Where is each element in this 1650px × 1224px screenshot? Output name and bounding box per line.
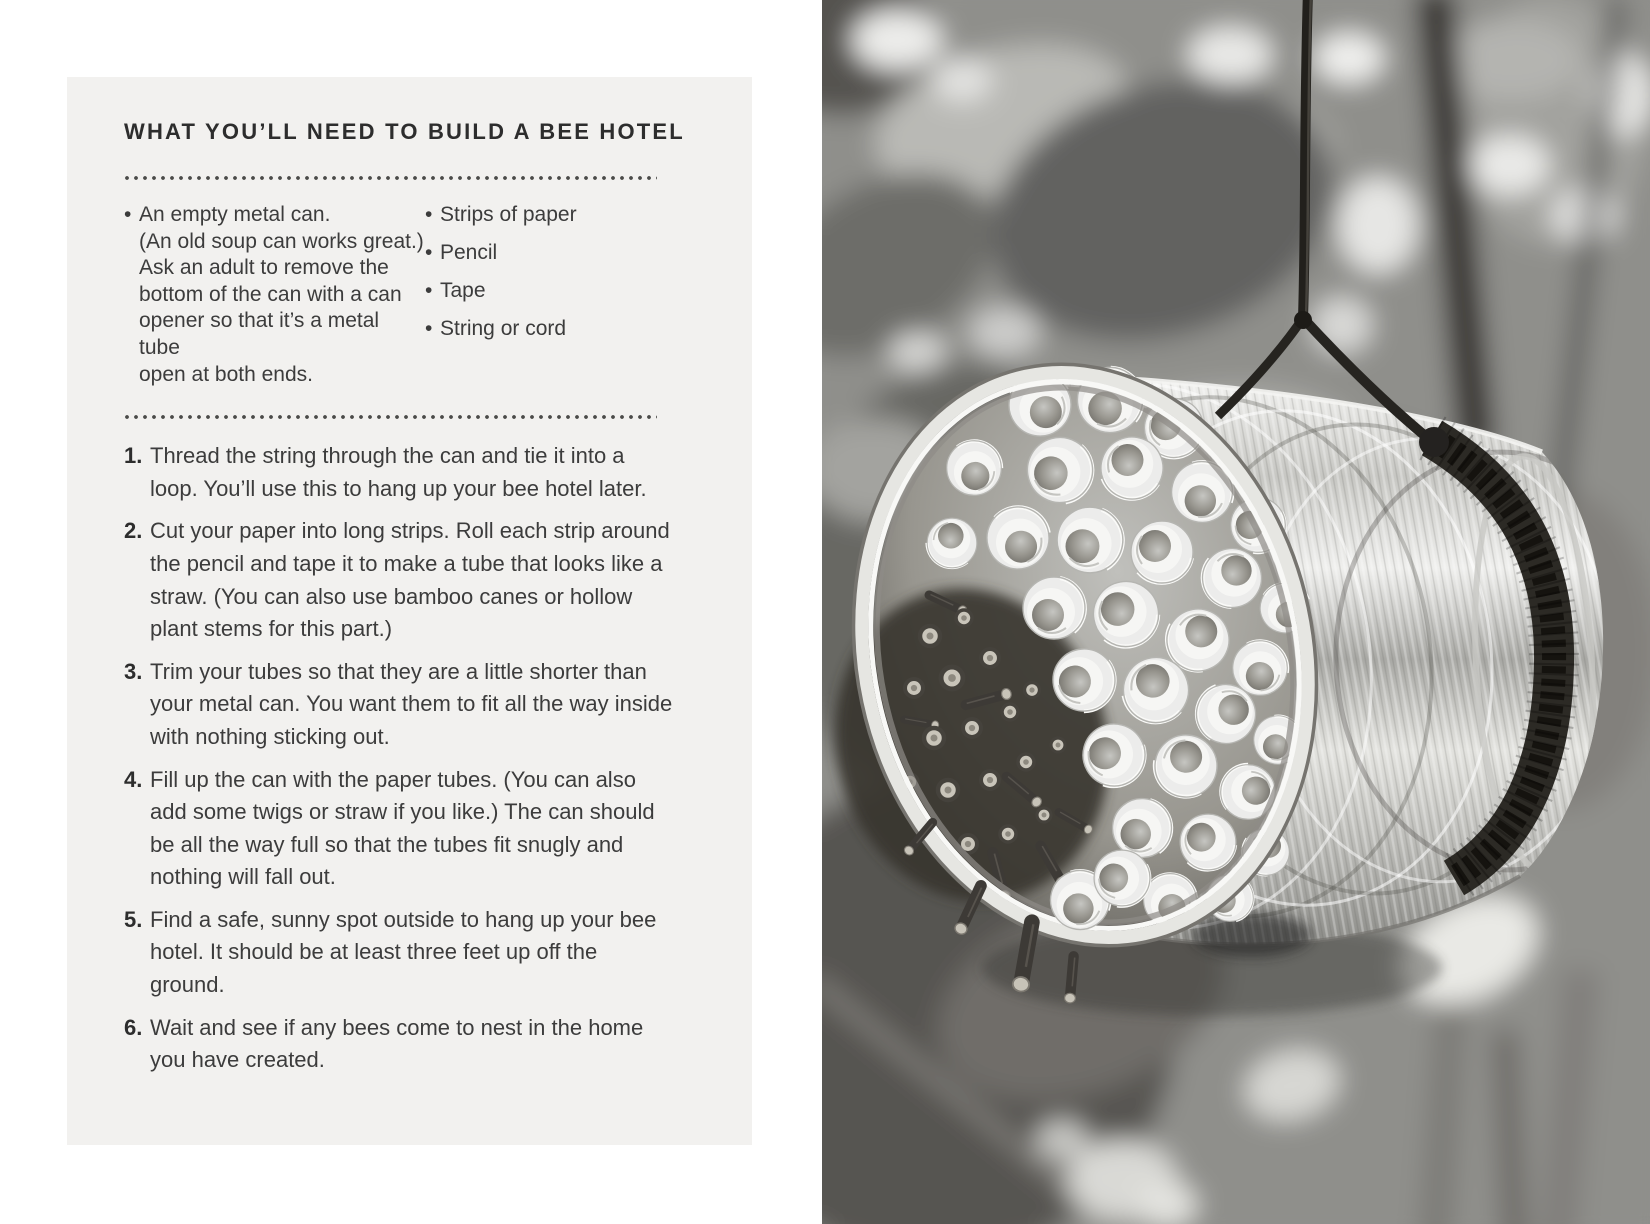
materials-list <box>124 202 724 388</box>
step-number: 6. <box>124 1014 143 1040</box>
dotted-divider-bottom <box>124 414 657 420</box>
step-item <box>124 440 676 505</box>
bullet-icon: • <box>425 279 433 303</box>
materials-column-1 <box>124 202 425 388</box>
step-item <box>124 1012 676 1077</box>
material-item <box>124 202 425 388</box>
step-text: Cut your paper into long strips. Roll each strip around the pencil and tape it to make a tube that looks like a straw. (You can also use bamboo canes or hollow plant stems for this part.) <box>150 518 670 642</box>
bee-hotel-photo <box>822 0 1650 1224</box>
step-item <box>124 904 676 1002</box>
material-item <box>425 316 577 343</box>
material-item <box>425 202 577 229</box>
material-item-line: (An old soup can works great.) <box>139 229 424 253</box>
page-title: WHAT YOU’LL NEED TO BUILD A BEE HOTEL <box>124 119 685 144</box>
step-number: 5. <box>124 906 143 932</box>
material-item-line: bottom of the can with a can <box>139 282 402 306</box>
material-item <box>425 240 577 267</box>
step-number: 1. <box>124 443 143 469</box>
step-item <box>124 764 676 894</box>
material-item-line: opener so that it’s a metal tube <box>139 309 380 359</box>
step-number: 3. <box>124 658 143 684</box>
dotted-divider-top <box>124 175 657 181</box>
step-text: Thread the string through the can and tie it into a loop. You’ll use this to hang up your bee hotel later. <box>150 443 647 501</box>
material-item-line: An empty metal can. <box>139 203 331 226</box>
step-number: 4. <box>124 766 143 792</box>
material-item-label: Pencil <box>440 241 498 265</box>
bullet-icon: • <box>124 203 132 226</box>
step-number: 2. <box>124 518 143 544</box>
bullet-icon: • <box>425 203 433 226</box>
material-item <box>425 278 577 305</box>
bullet-icon: • <box>425 317 433 341</box>
step-item <box>124 656 676 754</box>
step-text: Trim your tubes so that they are a little shorter than your metal can. You want them to fit all the way inside with nothing sticking out. <box>150 658 673 749</box>
material-item-line: open at both ends. <box>139 362 313 386</box>
step-text: Fill up the can with the paper tubes. (You can also add some twigs or straw if you like.) The can should be all the way full so that the tubes fit snugly and nothing will fall out. <box>150 766 655 890</box>
material-item-label: Strips of paper <box>440 203 577 226</box>
material-item-label: Tape <box>440 279 486 303</box>
step-item <box>124 515 676 645</box>
bullet-icon: • <box>425 241 433 265</box>
material-item-label: String or cord <box>440 317 567 341</box>
material-item-line: Ask an adult to remove the <box>139 256 389 280</box>
step-text: Wait and see if any bees come to nest in the home you have created. <box>150 1014 644 1073</box>
step-text: Find a safe, sunny spot outside to hang up your bee hotel. It should be at least three feet up off the ground. <box>150 906 657 998</box>
instructions-page <box>67 77 752 1145</box>
steps-list <box>124 440 676 1077</box>
materials-column-2 <box>425 202 577 388</box>
